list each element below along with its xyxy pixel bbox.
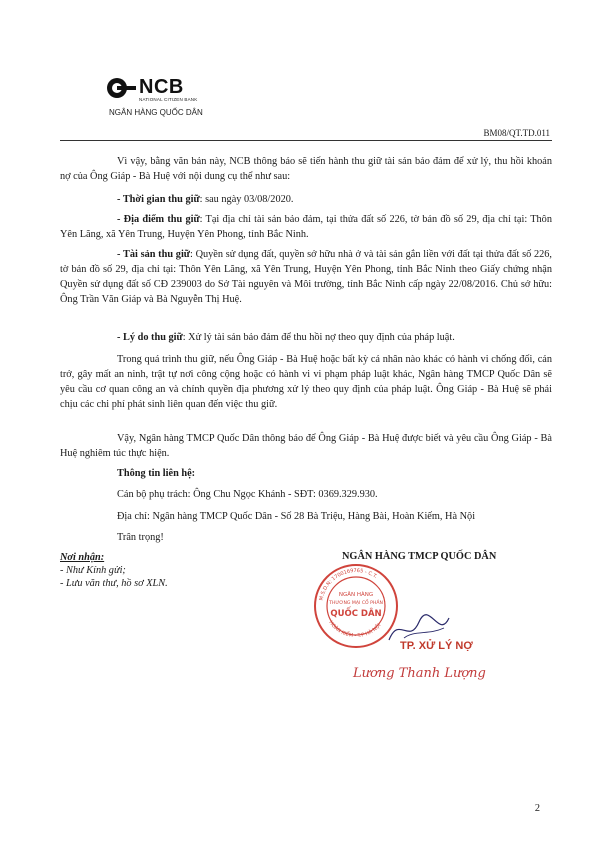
notice-paragraph: Vậy, Ngân hàng TMCP Quốc Dân thông báo để Ông Giáp - Bà Huệ được biết và yêu cầu Ông Giáp - Bà Huệ nghiêm túc thực hiện. <box>60 433 552 459</box>
document-code: BM08/QT.TD.011 <box>483 128 550 138</box>
recipient-item: - Lưu văn thư, hồ sơ XLN. <box>60 578 168 589</box>
svg-text:THƯƠNG MẠI CỔ PHẦN: THƯƠNG MẠI CỔ PHẦN <box>329 601 383 606</box>
svg-text:M.S.D.N: 1700169765 - C.T.: M.S.D.N: 1700169765 - C.T. <box>318 567 379 602</box>
signature-department: TP. XỬ LÝ NỢ <box>400 640 473 652</box>
svg-text:NGÂN HÀNG: NGÂN HÀNG <box>338 592 374 598</box>
obstruction-paragraph: Trong quá trình thu giữ, nếu Ông Giáp - Bà Huệ hoặc bất kỳ cá nhân nào khác có hành vi chống đối, cản trở, gây mất an ninh, trật tự nơi công cộng hoặc có hành vi vi phạm pháp luật khác, Ngân hàng TMCP Quốc Dân sẽ yêu cầu cơ quan công an và chính quyền địa phương xử lý theo quy định của pháp luật. Ông Giáp - Bà Huệ sẽ phải chịu các chi phí phát sinh liên quan đến việc thu giữ. <box>60 354 552 410</box>
svg-text:QUỐC DÂN: QUỐC DÂN <box>330 609 382 619</box>
recipient-item: - Như Kính gửi; <box>60 565 126 576</box>
recipients-block <box>60 551 168 590</box>
signatory-name: Lương Thanh Lượng <box>353 666 486 681</box>
ncb-logo-mark-icon <box>106 77 136 99</box>
svg-text:HOÀN KIẾM - T.P HÀ NỘI: HOÀN KIẾM - T.P HÀ NỘI <box>327 619 383 640</box>
page-number: 2 <box>534 803 540 814</box>
bank-logo <box>106 76 216 124</box>
detail-item-assets: - Tài sản thu giữ: Quyền sử dụng đất, quyền sở hữu nhà ở và tài sản gắn liền với đất tại thửa đất số 226, tờ bản đồ số 29, địa chỉ tại: Thôn Yên Lãng, xã Yên Trung, Huyện Yên Phong, tỉnh Bắc Ninh theo Giấy chứng nhận Quyền sử dụng đất số CĐ 239003 do Sở Tài nguyên và Môi trường, tỉnh Bắc Ninh cấp ngày 22/08/2016. Chủ sở hữu: Ông Trần Văn Giáp và Bà Nguyễn Thị Huệ. <box>60 249 552 305</box>
contact-officer: Cán bộ phụ trách: Ông Chu Ngọc Khánh - SĐT: 0369.329.930. <box>117 489 378 500</box>
signature-organization: NGÂN HÀNG TMCP QUỐC DÂN <box>342 551 497 562</box>
detail-item-location: - Địa điểm thu giữ: Tại địa chỉ tài sản bảo đảm, tại thửa đất số 226, tờ bản đồ số 29, địa chỉ tại: Thôn Yên Lãng, xã Yên Trung, Huyện Yên Phong, tỉnh Bắc Ninh. <box>60 214 552 240</box>
logo-subtitle: NATIONAL CITIZEN BANK <box>139 97 198 102</box>
logo-vietnamese-name: NGÂN HÀNG QUỐC DÂN <box>109 108 203 117</box>
contact-address: Địa chỉ: Ngân hàng TMCP Quốc Dân - Số 28 Bà Triệu, Hàng Bài, Hoàn Kiếm, Hà Nội <box>117 511 476 522</box>
recipients-title: Nơi nhận: <box>60 552 105 563</box>
detail-item-reason: - Lý do thu giữ: Xử lý tài sản bảo đảm để thu hồi nợ theo quy định của pháp luật. <box>117 332 455 343</box>
intro-paragraph: Vì vậy, bằng văn bản này, NCB thông báo sẽ tiến hành thu giữ tài sản bảo đảm để xử lý, thu hồi khoản nợ của Ông Giáp - Bà Huệ với nội dung cụ thể như sau: <box>60 156 552 182</box>
detail-item-time: - Thời gian thu giữ: sau ngày 03/08/2020. <box>117 194 294 205</box>
contact-title: Thông tin liên hệ: <box>117 468 196 479</box>
logo-brand: NCB <box>139 76 184 98</box>
closing-greeting: Trân trọng! <box>117 532 164 543</box>
header-divider <box>60 140 552 141</box>
